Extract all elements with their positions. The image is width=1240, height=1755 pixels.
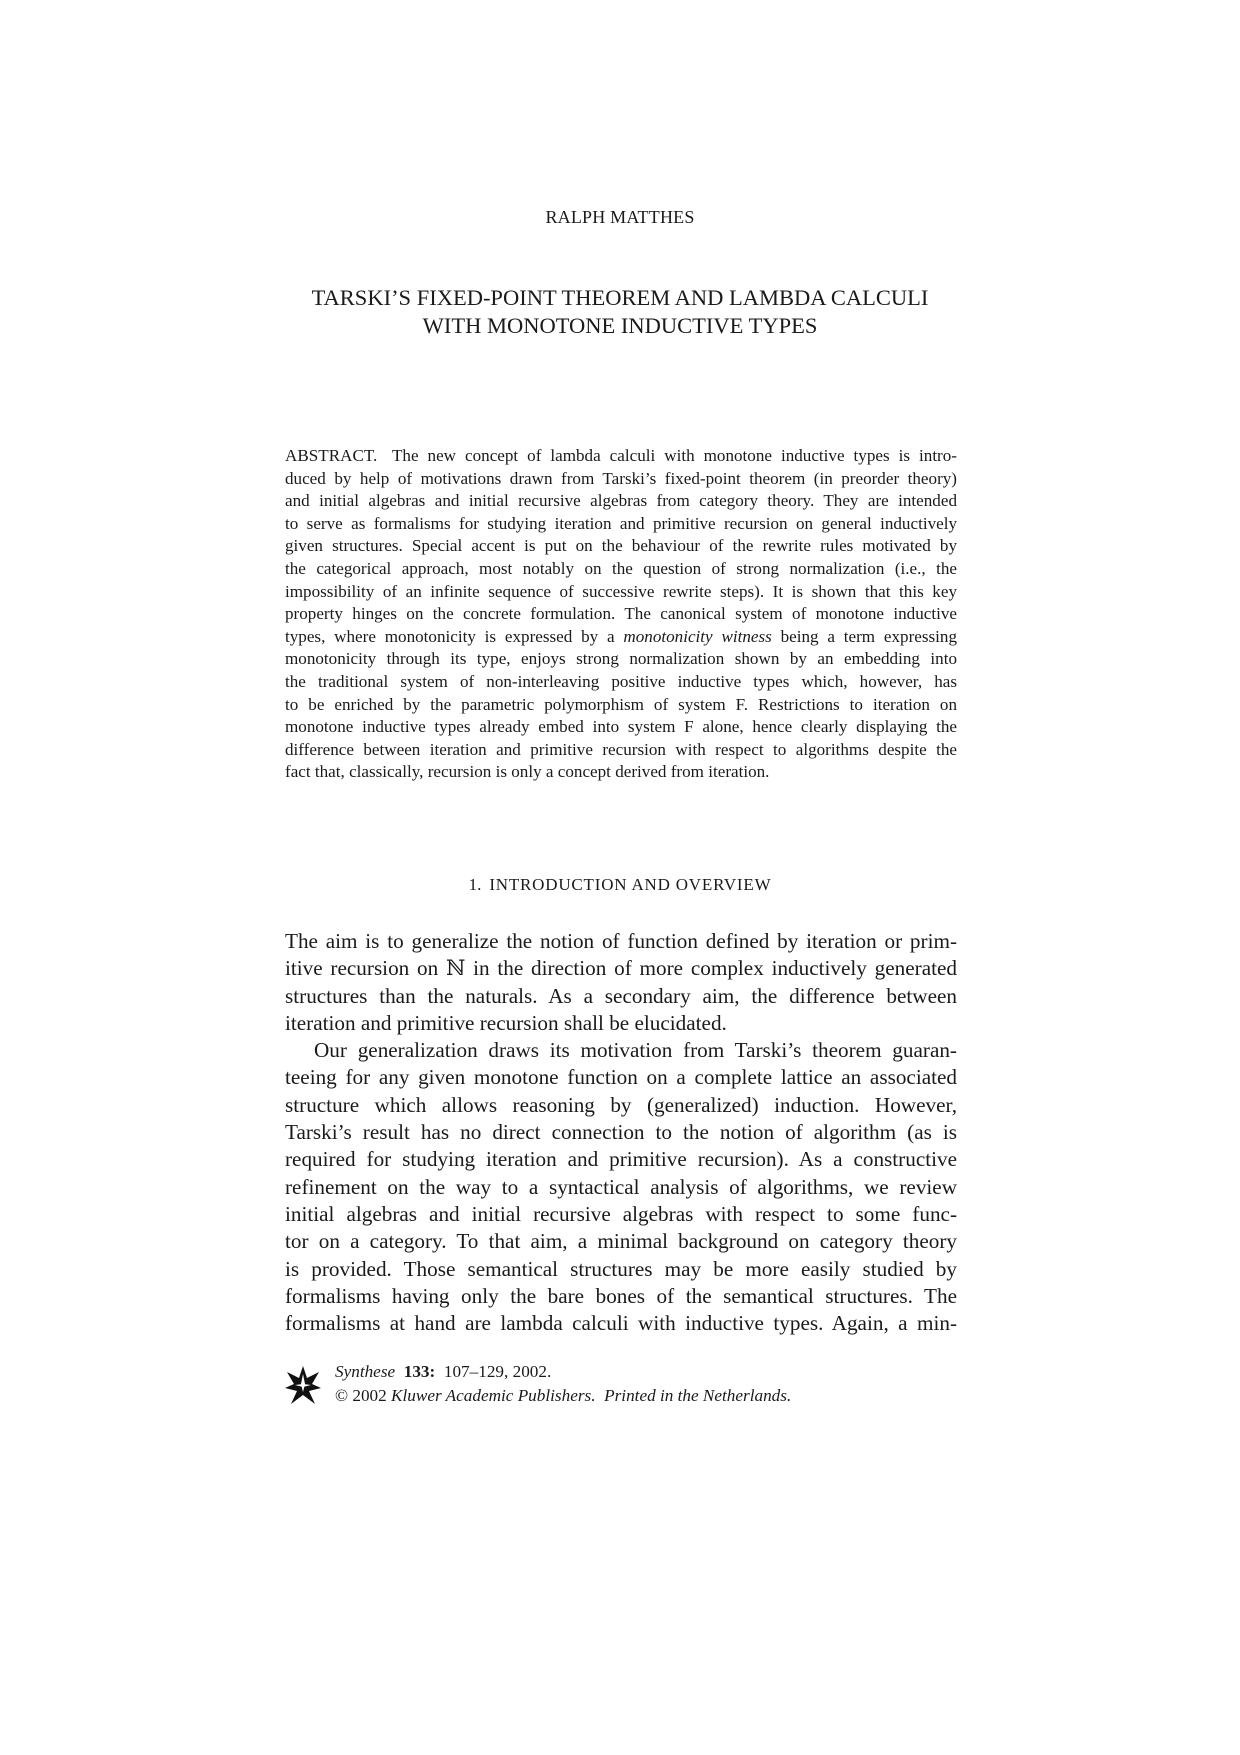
body-line: structure which allows reasoning by (generalized) induction. However,	[285, 1092, 957, 1117]
section-heading	[0, 875, 1240, 895]
abstract-line-text: The new concept of lambda calculi with monotone inductive types is intro-	[391, 446, 957, 465]
body-line: formalisms having only the bare bones of the semantical structures. The	[285, 1283, 957, 1308]
abstract-italic-term: monotonicity witness	[623, 626, 772, 646]
paper-title	[200, 284, 1040, 340]
abstract-line: property hinges on the concrete formulation. The canonical system of monotone inductive	[285, 604, 957, 624]
abstract-line: the categorical approach, most notably on the question of strong normalization (i.e., the	[285, 558, 957, 578]
body-line: required for studying iteration and primitive recursion). As a constructive	[285, 1147, 957, 1172]
body-line: itive recursion on ℕ in the direction of more complex inductively generated	[285, 956, 957, 981]
abstract-label: ABSTRACT.	[285, 446, 378, 465]
abstract-line: monotonicity through its type, enjoys strong normalization shown by an embedding into	[285, 649, 957, 669]
copyright-year: 2002	[352, 1386, 387, 1405]
copyright-line	[335, 1384, 791, 1408]
abstract-line: difference between iteration and primitive recursion with respect to algorithms despite the	[285, 739, 957, 759]
body-line: initial algebras and initial recursive algebras with respect to some func-	[285, 1201, 957, 1226]
publisher-name: Kluwer Academic Publishers.	[391, 1386, 596, 1405]
body-line: Tarski’s result has no direct connection to the notion of algorithm (as is	[285, 1120, 957, 1145]
abstract-line: duced by help of motivations drawn from Tarski’s fixed-point theorem (in preorder theory)	[285, 468, 957, 488]
footer-text	[335, 1360, 791, 1408]
journal-name: Synthese	[335, 1362, 396, 1381]
abstract-line	[285, 445, 957, 468]
abstract-line	[285, 626, 957, 649]
abstract-line: the traditional system of non-interleaving positive inductive types which, however, has	[285, 671, 957, 691]
body-line: is provided. Those semantical structures may be more easily studied by	[285, 1256, 957, 1281]
body-line: Our generalization draws its motivation from Tarski’s theorem guaran-	[314, 1038, 957, 1063]
citation-line	[335, 1360, 791, 1384]
abstract-line-text: types, where monotonicity is expressed by a	[285, 626, 624, 646]
section-title: INTRODUCTION AND OVERVIEW	[489, 875, 772, 894]
abstract-line: given structures. Special accent is put on the behaviour of the rewrite rules motivated by	[285, 536, 957, 556]
body-line: refinement on the way to a syntactical analysis of algorithms, we review	[285, 1174, 957, 1199]
abstract-line: and initial algebras and initial recursive algebras from category theory. They are intended	[285, 491, 957, 511]
body-line: tor on a category. To that aim, a minimal background on category theory	[285, 1229, 957, 1254]
journal-volume: 133:	[403, 1362, 436, 1381]
copyright-symbol: ©	[335, 1386, 349, 1405]
body-line: The aim is to generalize the notion of function defined by iteration or prim-	[285, 929, 957, 953]
abstract-line: fact that, classically, recursion is only a concept derived from iteration.	[285, 762, 770, 782]
body-text	[285, 928, 957, 1337]
author-name: RALPH MATTHES	[545, 207, 695, 227]
abstract-line: monotone inductive types already embed into system F alone, hence clearly displaying the	[285, 717, 957, 737]
body-line: formalisms at hand are lambda calculi with inductive types. Again, a min-	[285, 1311, 957, 1336]
section-number: 1.	[468, 875, 482, 894]
title-line: WITH MONOTONE INDUCTIVE TYPES	[422, 313, 818, 338]
journal-pages: 107–129, 2002.	[443, 1362, 552, 1381]
abstract-line: to be enriched by the parametric polymorphism of system F. Restrictions to iteration on	[285, 694, 957, 714]
body-line: structures than the naturals. As a secondary aim, the difference between	[285, 983, 957, 1008]
body-line: teeing for any given monotone function on a complete lattice an associated	[285, 1065, 957, 1090]
abstract	[285, 445, 957, 784]
title-line: TARSKI’S FIXED-POINT THEOREM AND LAMBDA CALCULI	[311, 285, 929, 310]
abstract-line-text: being a term expressing	[771, 626, 958, 646]
body-line: iteration and primitive recursion shall be elucidated.	[285, 1010, 727, 1035]
abstract-line: to serve as formalisms for studying iteration and primitive recursion on general inductively	[285, 513, 957, 533]
printed-note: Printed in the Netherlands.	[604, 1386, 792, 1405]
abstract-line: impossibility of an infinite sequence of successive rewrite steps). It is shown that this key	[285, 581, 957, 601]
publisher-logo-icon	[285, 1364, 321, 1406]
